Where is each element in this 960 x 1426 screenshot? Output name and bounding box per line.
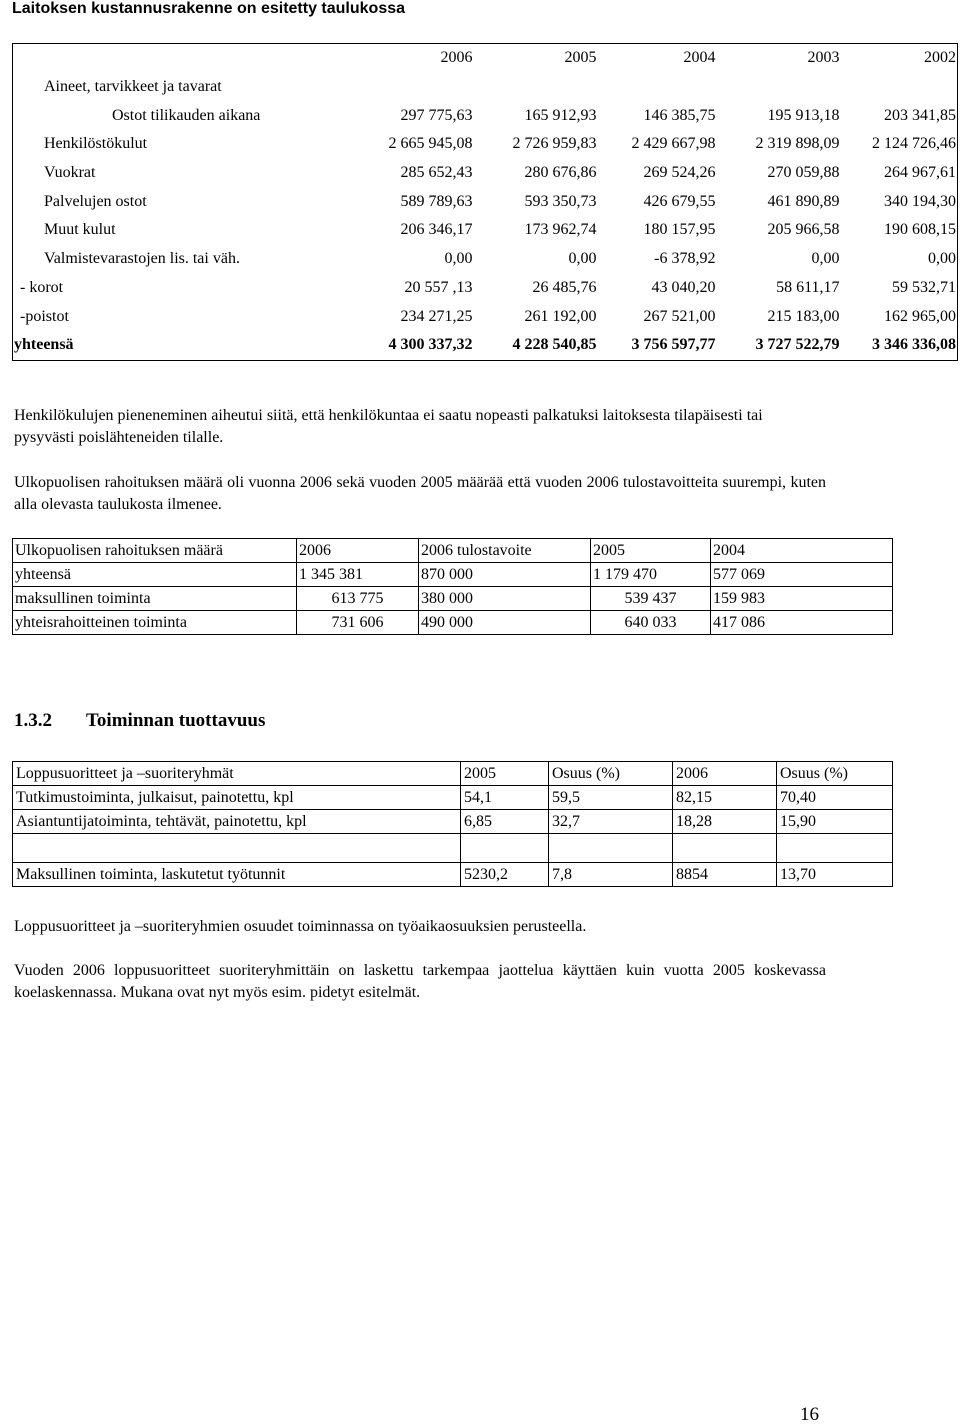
cell: 159 983 <box>711 587 893 611</box>
table-row <box>13 130 958 159</box>
cell: 1 345 381 <box>297 563 419 587</box>
row-label: yhteensä <box>13 331 353 360</box>
cell: 70,40 <box>777 786 893 810</box>
section-heading <box>14 710 265 732</box>
cell: 593 350,73 <box>524 192 597 210</box>
table-header-row <box>13 539 893 563</box>
row-label: Vuokrat <box>13 159 353 188</box>
cell: 146 385,75 <box>643 106 716 124</box>
cell: 8854 <box>673 863 777 887</box>
cell: Tutkimustoiminta, julkaisut, painotettu, kpl <box>13 786 461 810</box>
section-title: Toiminnan tuottavuus <box>86 710 266 731</box>
cell: maksullinen toiminta <box>13 587 297 611</box>
header-cell: 2006 <box>673 762 777 786</box>
table-row <box>13 587 893 611</box>
cell: 270 059,88 <box>767 164 840 182</box>
cell: 234 271,25 <box>400 307 473 325</box>
row-label: Muut kulut <box>13 216 353 245</box>
table-row <box>13 786 893 810</box>
cell: 4 300 337,32 <box>353 331 474 360</box>
paragraph-external-funding: Ulkopuolisen rahoituksen määrä oli vuonna 2006 sekä vuoden 2005 määrää että vuoden 2006 tulostavoitteita suurempi, kuten alla olevasta taulukosta ilmenee. <box>14 474 826 513</box>
table-row <box>13 245 958 274</box>
table-row-empty <box>13 834 893 863</box>
cell: 205 966,58 <box>767 221 840 239</box>
cell: 190 608,15 <box>841 216 958 245</box>
cell: 13,70 <box>777 863 893 887</box>
row-group-label: Aineet, tarvikkeet ja tavarat <box>13 73 353 102</box>
cell: 0,00 <box>841 245 958 274</box>
cell: 54,1 <box>461 786 549 810</box>
cell: 264 967,61 <box>841 159 958 188</box>
cell: 59 532,71 <box>841 274 958 303</box>
page-number: 16 <box>800 1404 819 1425</box>
cell: 2 665 945,08 <box>388 135 473 153</box>
cell: 267 521,00 <box>643 307 716 325</box>
cell: 731 606 <box>297 611 419 635</box>
cell: 15,90 <box>777 810 893 834</box>
cell: 20 557 ,13 <box>404 278 473 296</box>
cell: 426 679,55 <box>643 192 716 210</box>
cell: Asiantuntijatoiminta, tehtävät, painotettu, kpl <box>13 810 461 834</box>
cell: 613 775 <box>297 587 419 611</box>
cell: 297 775,63 <box>400 106 473 124</box>
cell: 7,8 <box>549 863 673 887</box>
cell: 5230,2 <box>461 863 549 887</box>
year-header: 2004 <box>598 44 717 73</box>
row-label: Valmistevarastojen lis. tai väh. <box>13 245 353 274</box>
cell: -6 378,92 <box>654 250 716 268</box>
row-label: Ostot tilikauden aikana <box>13 101 353 130</box>
cell: 2 124 726,46 <box>841 130 958 159</box>
cell: Maksullinen toiminta, laskutetut työtunnit <box>13 863 461 887</box>
header-cell: 2006 <box>297 539 419 563</box>
cell: 280 676,86 <box>524 164 597 182</box>
cell: 18,28 <box>673 810 777 834</box>
cell: 173 962,74 <box>524 221 597 239</box>
cell: 82,15 <box>673 786 777 810</box>
cell: 539 437 <box>591 587 711 611</box>
table-row <box>13 274 958 303</box>
header-cell: Osuus (%) <box>549 762 673 786</box>
row-label: -poistot <box>13 302 353 331</box>
external-funding-table <box>12 538 893 635</box>
total-row <box>13 331 958 360</box>
cell: yhteisrahoitteinen toiminta <box>13 611 297 635</box>
cell: 461 890,89 <box>767 192 840 210</box>
cell: 640 033 <box>591 611 711 635</box>
table-row <box>13 159 958 188</box>
cell: 3 727 522,79 <box>717 331 841 360</box>
cell: 417 086 <box>711 611 893 635</box>
cell: 2 429 667,98 <box>631 135 716 153</box>
cell: 206 346,17 <box>400 221 473 239</box>
header-cell: 2005 <box>461 762 549 786</box>
cell: 195 913,18 <box>767 106 840 124</box>
header-cell: 2005 <box>591 539 711 563</box>
row-label: Henkilöstökulut <box>13 130 353 159</box>
year-header: 2005 <box>474 44 598 73</box>
cell: 215 183,00 <box>767 307 840 325</box>
table-row <box>13 611 893 635</box>
row-label: Palvelujen ostot <box>13 187 353 216</box>
cell: 180 157,95 <box>643 221 716 239</box>
table-header-row <box>13 44 958 73</box>
cell: 589 789,63 <box>400 192 473 210</box>
cell: 6,85 <box>461 810 549 834</box>
cell: 43 040,20 <box>651 278 716 296</box>
header-cell: Ulkopuolisen rahoituksen määrä <box>13 539 297 563</box>
table-row <box>13 73 958 102</box>
cell: 165 912,93 <box>524 106 597 124</box>
paragraph-personnel-costs: Henkilökulujen pieneneminen aiheutui siitä, että henkilökuntaa ei saatu nopeasti palkatuksi laitoksesta tilapäisesti tai pysyvästi poislähteneiden tilalle. <box>14 407 763 446</box>
cell: 2 319 898,09 <box>755 135 840 153</box>
cell: 58 611,17 <box>776 278 840 296</box>
cost-structure-table <box>12 43 958 361</box>
header-cell: Osuus (%) <box>777 762 893 786</box>
cell: 162 965,00 <box>841 302 958 331</box>
cell: yhteensä <box>13 563 297 587</box>
page-title: Laitoksen kustannusrakenne on esitetty taulukossa <box>12 0 406 17</box>
cell: 59,5 <box>549 786 673 810</box>
table-row <box>13 563 893 587</box>
table-row <box>13 810 893 834</box>
paragraph-output-calculation: Vuoden 2006 loppusuoritteet suoriteryhmittäin on laskettu tarkempaa jaottelua käyttäen kuin vuotta 2005 koskevassa koelaskennassa. Mukana ovat nyt myös esim. pidetyt esitelmät. <box>14 962 826 1001</box>
cell: 0,00 <box>444 250 473 268</box>
cell: 261 192,00 <box>524 307 597 325</box>
cell: 577 069 <box>711 563 893 587</box>
cell: 203 341,85 <box>841 101 958 130</box>
cell: 1 179 470 <box>591 563 711 587</box>
header-cell: 2004 <box>711 539 893 563</box>
table-row <box>13 187 958 216</box>
cell: 3 756 597,77 <box>598 331 717 360</box>
cell: 269 524,26 <box>643 164 716 182</box>
year-header: 2002 <box>841 44 958 73</box>
cell: 490 000 <box>419 611 591 635</box>
year-header: 2006 <box>353 44 474 73</box>
header-cell: Loppusuoritteet ja –suoriteryhmät <box>13 762 461 786</box>
year-header: 2003 <box>717 44 841 73</box>
table-row <box>13 216 958 245</box>
table-row <box>13 101 958 130</box>
cell: 285 652,43 <box>400 164 473 182</box>
header-cell: 2006 tulostavoite <box>419 539 591 563</box>
cell: 380 000 <box>419 587 591 611</box>
paragraph-output-shares: Loppusuoritteet ja –suoriteryhmien osuudet toiminnassa on työaikaosuuksien perusteella. <box>14 918 587 935</box>
cell: 26 485,76 <box>532 278 597 296</box>
section-number: 1.3.2 <box>14 710 52 731</box>
row-label: - korot <box>13 274 353 303</box>
output-table <box>12 761 893 887</box>
table-row <box>13 302 958 331</box>
cell: 870 000 <box>419 563 591 587</box>
cell: 3 346 336,08 <box>841 331 958 360</box>
cell: 32,7 <box>549 810 673 834</box>
cell: 0,00 <box>568 250 597 268</box>
cell: 2 726 959,83 <box>512 135 597 153</box>
table-row <box>13 863 893 887</box>
cell: 340 194,30 <box>841 187 958 216</box>
cell: 4 228 540,85 <box>474 331 598 360</box>
cell: 0,00 <box>811 250 840 268</box>
table-header-row <box>13 762 893 786</box>
